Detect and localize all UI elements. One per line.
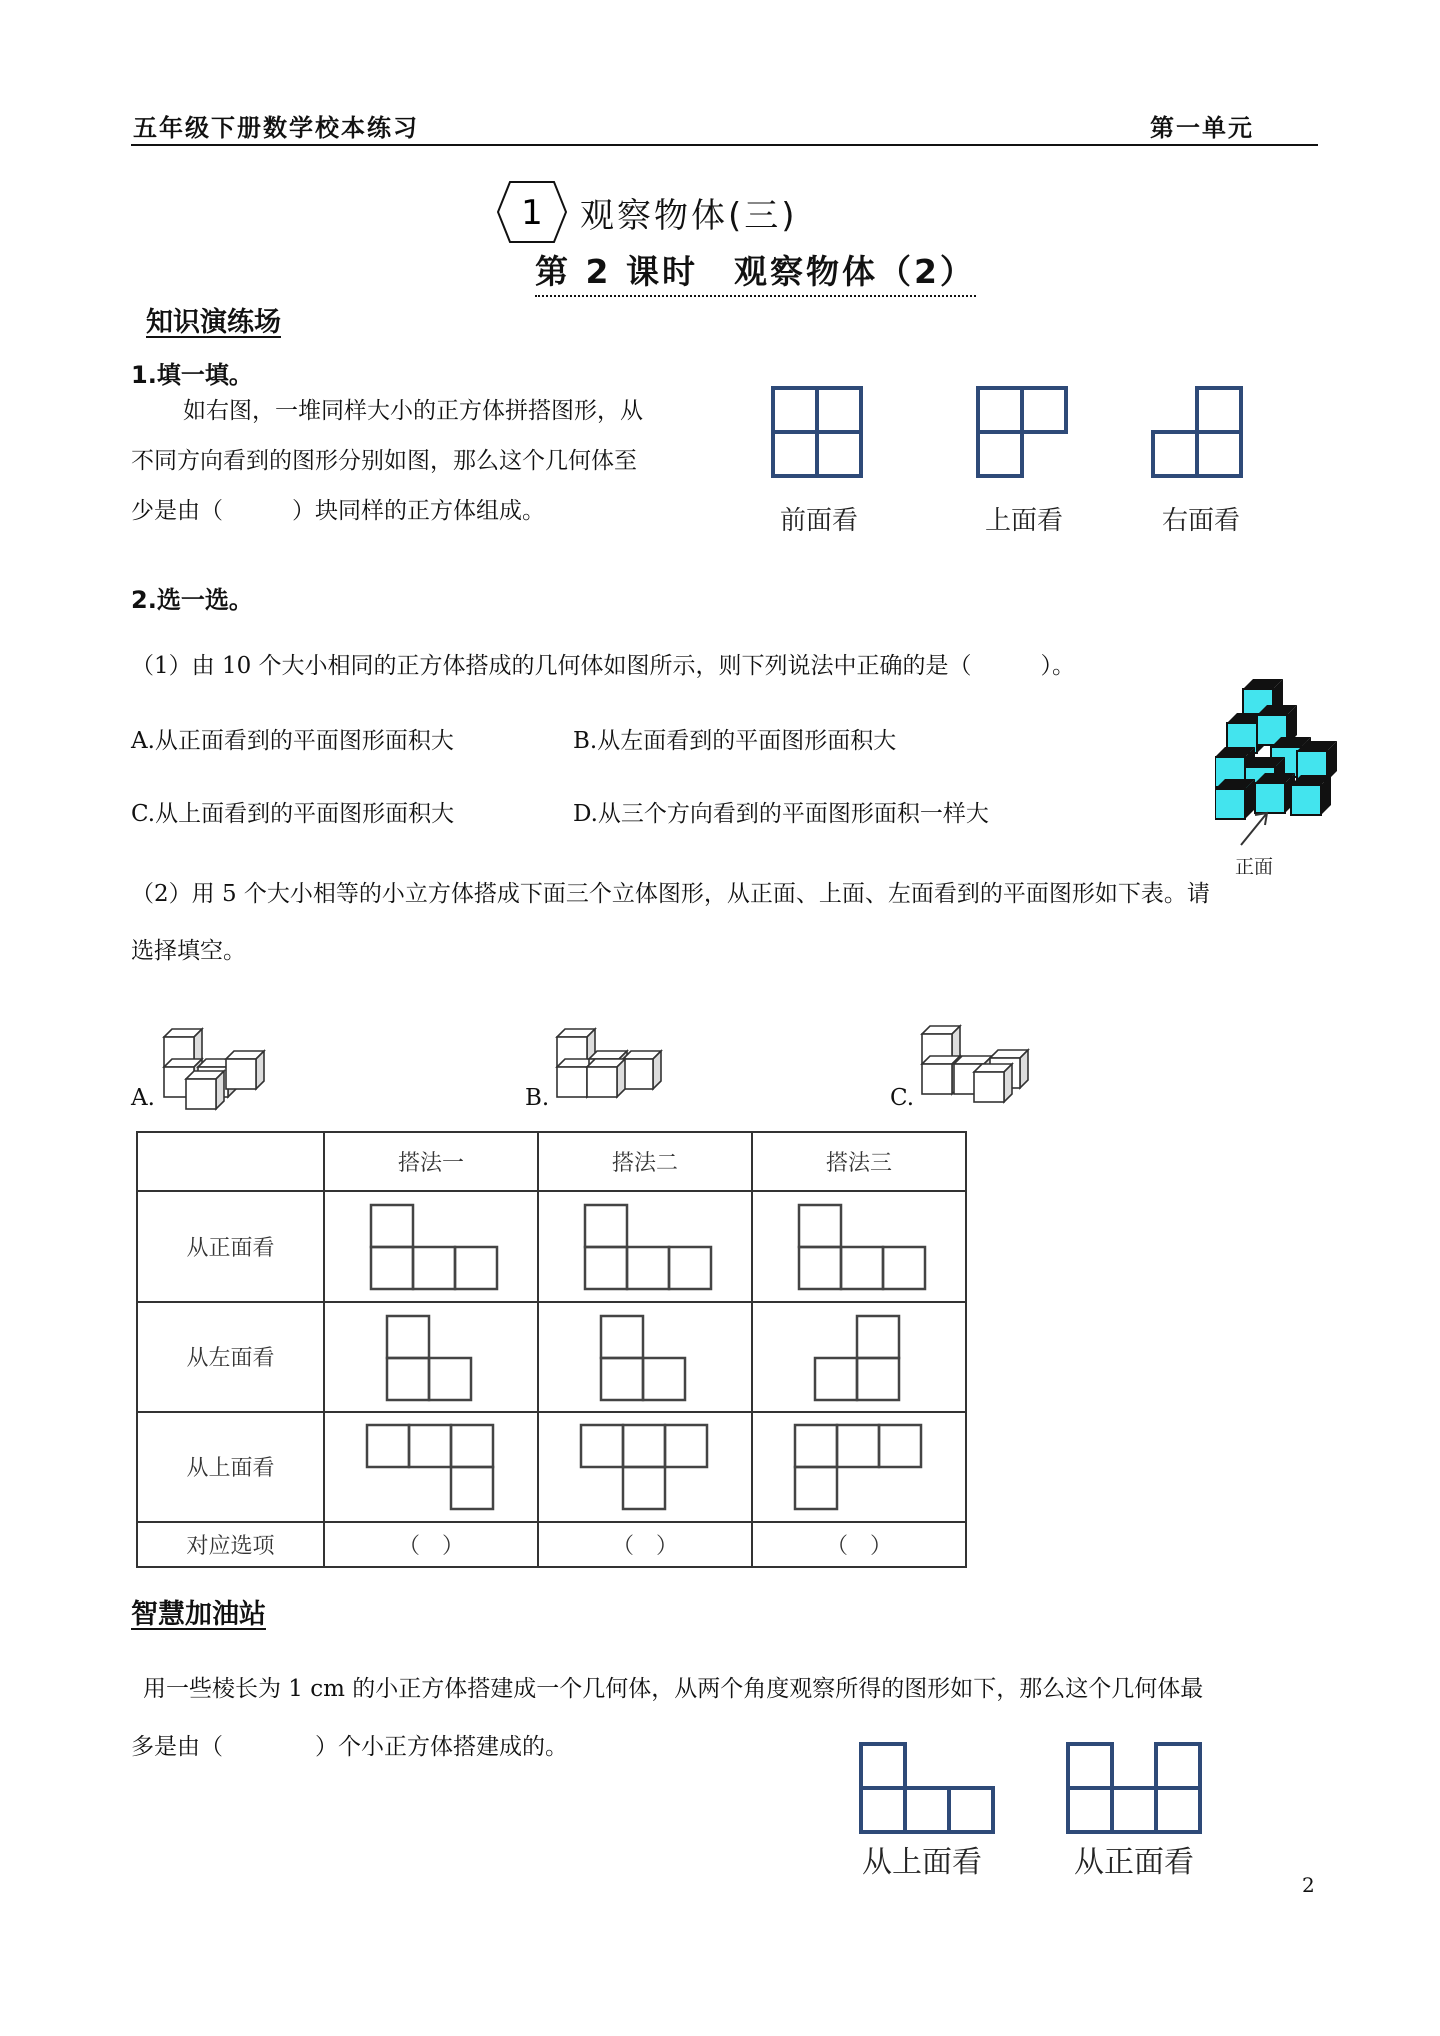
- cell-left-1: [324, 1302, 538, 1412]
- q3-line-2: 多是由（ ）个小正方体搭建成的。: [131, 1734, 568, 1760]
- q1-line-1: 如右图，一堆同样大小的正方体拼搭图形，从: [183, 398, 643, 424]
- q2-sub1-stem: （1）由 10 个大小相同的正方体搭成的几何体如图所示，则下列说法中正确的是（ ）。: [131, 653, 1076, 679]
- q2-option-c: C.从上面看到的平面图形面积大: [131, 801, 455, 827]
- view-top-1: [361, 1421, 501, 1513]
- row-label-front: 从正面看: [137, 1191, 324, 1301]
- q2-option-d: D.从三个方向看到的平面图形面积一样大: [573, 801, 989, 827]
- view-top-2: [575, 1421, 715, 1513]
- solid-a-svg: [160, 1025, 280, 1115]
- section-heading-practice: 知识演练场: [146, 307, 281, 338]
- section-heading-wisdom: 智慧加油站: [131, 1599, 266, 1630]
- q1-line-3: 少是由（ ）块同样的正方体组成。: [131, 498, 545, 524]
- view-left-1: [381, 1312, 481, 1402]
- q1-caption-front: 前面看: [780, 506, 859, 536]
- row-label-left: 从左面看: [137, 1302, 324, 1412]
- q1-caption-right: 右面看: [1162, 506, 1241, 536]
- q3-caption-front: 从正面看: [1074, 1845, 1194, 1880]
- lesson-title: 第 2 课时 观察物体（2）: [535, 246, 976, 297]
- answer-blank-3[interactable]: （ ）: [752, 1522, 966, 1567]
- choice-c-solid: [918, 1022, 1048, 1112]
- q2-sub2-stem-2: 选择填空。: [131, 938, 246, 964]
- q3-top-view-grid: [858, 1740, 998, 1836]
- cell-left-3: [752, 1302, 966, 1412]
- table-corner: [137, 1132, 324, 1191]
- q2-option-a: A.从正面看到的平面图形面积大: [131, 728, 454, 754]
- q1-front-view-grid: [770, 385, 866, 481]
- q3-front-view-grid: [1065, 1740, 1205, 1836]
- row-label-answer: 对应选项: [137, 1522, 324, 1567]
- views-table: [136, 1131, 967, 1568]
- q1-right-view-grid: [1150, 385, 1246, 481]
- answer-blank-2[interactable]: （ ）: [538, 1522, 752, 1567]
- unit-number: 1: [521, 193, 543, 233]
- q3-front-view: [1065, 1740, 1205, 1836]
- q1-right-view: [1150, 385, 1246, 481]
- header-right: 第一单元: [1150, 114, 1254, 142]
- cube-stack-svg: [1215, 675, 1365, 885]
- table-header-method-3: 搭法三: [752, 1132, 966, 1191]
- choice-a-label: A.: [131, 1085, 155, 1111]
- choice-a-solid: [160, 1025, 280, 1115]
- choice-b-solid: [553, 1025, 693, 1115]
- q2-cube-stack-figure: [1215, 675, 1365, 885]
- q2-sub2-stem-1: （2）用 5 个大小相等的小立方体搭成下面三个立体图形，从正面、上面、左面看到的平面图形如下表。请: [131, 881, 1210, 907]
- cell-top-2: [538, 1412, 752, 1522]
- solid-c-svg: [918, 1022, 1048, 1112]
- page-number: 2: [1302, 1873, 1315, 1897]
- q2-figure-label: 正面: [1235, 856, 1274, 878]
- header-rule: [131, 144, 1318, 146]
- q3-caption-top: 从上面看: [862, 1845, 982, 1880]
- q1-top-view-grid: [975, 385, 1071, 481]
- q2-option-b: B.从左面看到的平面图形面积大: [573, 728, 897, 754]
- view-top-3: [789, 1421, 929, 1513]
- answer-blank-1[interactable]: （ ）: [324, 1522, 538, 1567]
- q3-top-view: [858, 1740, 998, 1836]
- view-left-3: [809, 1312, 909, 1402]
- view-front-1: [361, 1201, 501, 1291]
- cell-left-2: [538, 1302, 752, 1412]
- row-label-top: 从上面看: [137, 1412, 324, 1522]
- view-front-2: [575, 1201, 715, 1291]
- solid-b-svg: [553, 1025, 693, 1115]
- q1-caption-top: 上面看: [985, 506, 1064, 536]
- cell-front-1: [324, 1191, 538, 1301]
- q2-label: 2.选一选。: [131, 586, 253, 614]
- cell-top-1: [324, 1412, 538, 1522]
- unit-title: 观察物体(三): [580, 196, 798, 236]
- unit-badge: [496, 180, 568, 244]
- q3-line-1: 用一些棱长为 1 cm 的小正方体搭建成一个几何体，从两个角度观察所得的图形如下，那么这个几何体最: [143, 1676, 1204, 1702]
- choice-c-label: C.: [890, 1085, 915, 1111]
- unit-badge-frame: [496, 180, 568, 244]
- q1-label: 1.填一填。: [131, 361, 253, 389]
- table-header-method-1: 搭法一: [324, 1132, 538, 1191]
- choice-b-label: B.: [525, 1085, 550, 1111]
- q1-line-2: 不同方向看到的图形分别如图，那么这个几何体至: [131, 448, 637, 474]
- cell-top-3: [752, 1412, 966, 1522]
- view-left-2: [595, 1312, 695, 1402]
- table-header-method-2: 搭法二: [538, 1132, 752, 1191]
- q1-front-view: [770, 385, 866, 481]
- header-left: 五年级下册数学校本练习: [133, 114, 419, 142]
- view-front-3: [789, 1201, 929, 1291]
- q1-top-view: [975, 385, 1071, 481]
- cell-front-3: [752, 1191, 966, 1301]
- cell-front-2: [538, 1191, 752, 1301]
